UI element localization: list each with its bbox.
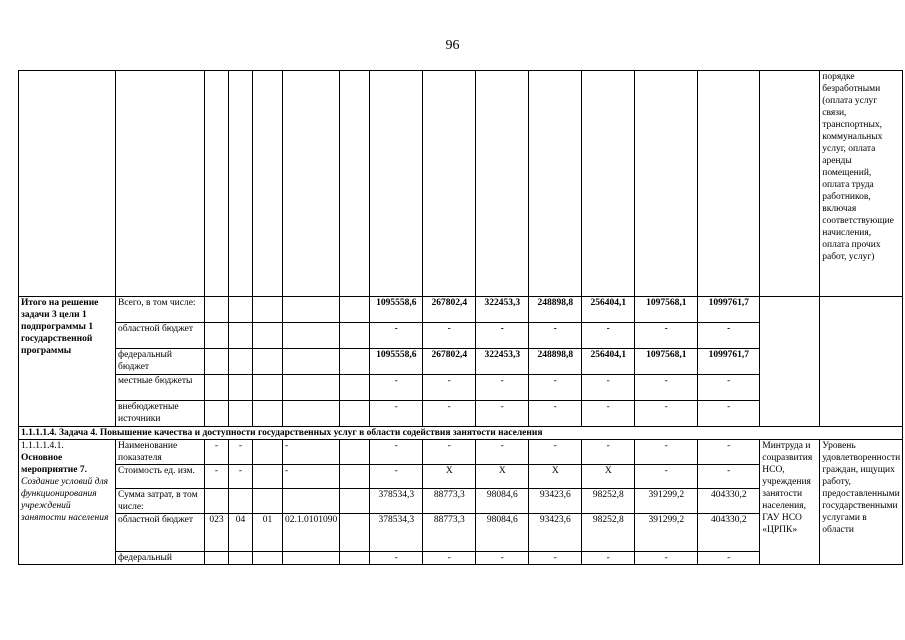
value-cell: 1097568,1 [635,297,698,323]
value-cell: - [582,375,635,401]
value-cell: 378534,3 [370,514,423,552]
total-row [19,297,903,323]
code-pr [253,465,283,489]
code-csr: - [283,440,340,465]
code-cell [283,375,340,401]
value-cell: 98084,6 [476,514,529,552]
code-csr [283,489,340,514]
value-cell: 322453,3 [476,297,529,323]
value-cell: 267802,4 [423,349,476,375]
code-cell [205,349,229,375]
value-cell: 391299,2 [635,489,698,514]
code-csr: 02.1.0101090 [283,514,340,552]
code-cell [229,297,253,323]
code-cell [283,297,340,323]
row-label: областной бюджет [116,323,205,349]
value-cell: - [635,375,698,401]
value-cell: - [476,552,529,565]
code-cell [253,297,283,323]
code-cell [253,323,283,349]
code-cell [340,349,370,375]
value-cell: 248898,8 [529,349,582,375]
value-cell: - [423,552,476,565]
row-label: Наименование показателя [116,440,205,465]
top-continuation-row [19,71,903,297]
code-cell [205,297,229,323]
value-cell: - [582,552,635,565]
result-cell: Уровень удовлетворенности граждан, ищущих работу, предоставленными государственными услугами в области [820,440,903,565]
code-cell [340,297,370,323]
value-cell: - [635,323,698,349]
value-cell: - [370,465,423,489]
row-label: Сумма затрат, в том числе: [116,489,205,514]
code-csr [283,552,340,565]
code-cell [229,349,253,375]
value-cell: 248898,8 [529,297,582,323]
row-label: местные бюджеты [116,375,205,401]
row-label: внебюджетные источники [116,401,205,427]
value-cell: - [635,465,698,489]
code-cell [283,401,340,427]
value-cell: - [476,323,529,349]
code-pr: 01 [253,514,283,552]
value-cell: X [423,465,476,489]
event-title: Основное мероприятие 7. [21,453,87,475]
value-cell: - [476,440,529,465]
task-header: 1.1.1.1.4. Задача 4. Повышение качества и доступности государственных услуг в области содействия занятости населения [19,427,903,440]
executor-cell [760,297,820,427]
value-cell: - [582,440,635,465]
value-cell: - [698,552,760,565]
value-cell: 1095558,6 [370,297,423,323]
code-cell [229,323,253,349]
value-cell: 1099761,7 [698,349,760,375]
result-cell [820,297,903,427]
value-cell: 1095558,6 [370,349,423,375]
top-note: порядке безработными (оплата услуг связи, транспортных, коммунальных услуг, оплата аренды помещений, оплата труда работников, включая соответствующие начисления, оплата прочих работ, услуг) [820,71,903,297]
value-cell: - [370,375,423,401]
value-cell: 256404,1 [582,349,635,375]
code-cell [340,375,370,401]
code-vr [340,489,370,514]
code-pr [253,552,283,565]
value-cell: - [698,440,760,465]
code-rz: 04 [229,514,253,552]
value-cell: - [370,552,423,565]
value-cell: 404330,2 [698,514,760,552]
value-cell: 267802,4 [423,297,476,323]
code-grbs: - [205,465,229,489]
code-pr [253,440,283,465]
code-cell [229,401,253,427]
value-cell: 98252,8 [582,489,635,514]
row-label: федеральный бюджет [116,349,205,375]
value-cell: - [370,323,423,349]
value-cell: 404330,2 [698,489,760,514]
value-cell: X [476,465,529,489]
value-cell: 93423,6 [529,514,582,552]
value-cell: - [370,401,423,427]
value-cell: - [635,401,698,427]
row-label: Стоимость ед. изм. [116,465,205,489]
value-cell: - [698,465,760,489]
code-rz [229,552,253,565]
value-cell: 93423,6 [529,489,582,514]
value-cell: 98084,6 [476,489,529,514]
value-cell: - [635,552,698,565]
code-cell [283,349,340,375]
value-cell: - [423,375,476,401]
value-cell: - [423,401,476,427]
code-rz [229,489,253,514]
value-cell: 391299,2 [635,514,698,552]
event-name-cell [19,440,116,565]
code-pr [253,489,283,514]
value-cell: - [423,440,476,465]
value-cell: 378534,3 [370,489,423,514]
value-cell: 88773,3 [423,514,476,552]
code-grbs [205,489,229,514]
code-cell [229,375,253,401]
code-rz: - [229,465,253,489]
value-cell: X [529,465,582,489]
value-cell: X [582,465,635,489]
row-label: Всего, в том числе: [116,297,205,323]
code-cell [253,349,283,375]
event-description: Создание условий для функционирования учреждений занятости населения [21,477,109,523]
value-cell: 1099761,7 [698,297,760,323]
executor-cell: Минтруда и соцразвития НСО, учреждения занятости населения, ГАУ НСО «ЦРПК» [760,440,820,565]
code-cell [253,401,283,427]
value-cell: - [529,375,582,401]
value-cell: - [698,401,760,427]
value-cell: - [582,401,635,427]
value-cell: - [423,323,476,349]
value-cell: - [635,440,698,465]
code-grbs: - [205,440,229,465]
row-label: федеральный [116,552,205,565]
code-cell [205,375,229,401]
value-cell: - [370,440,423,465]
value-cell: - [698,375,760,401]
code-cell [205,401,229,427]
value-cell: - [698,323,760,349]
value-cell: - [529,323,582,349]
value-cell: 98252,8 [582,514,635,552]
code-cell [340,323,370,349]
task-header-row [19,427,903,440]
event-number: 1.1.1.1.4.1. [21,441,64,451]
total-title: Итого на решение задачи 3 цели 1 подпрограммы 1 государственной программы [19,297,116,427]
value-cell: 1097568,1 [635,349,698,375]
code-vr [340,552,370,565]
value-cell: 88773,3 [423,489,476,514]
code-grbs [205,552,229,565]
value-cell: - [529,401,582,427]
code-vr [340,465,370,489]
code-cell [205,323,229,349]
event-row [19,440,903,465]
value-cell: - [529,440,582,465]
page-number: 96 [445,38,460,53]
code-grbs: 023 [205,514,229,552]
code-rz: - [229,440,253,465]
code-cell [340,401,370,427]
value-cell: 256404,1 [582,297,635,323]
row-label: областной бюджет [116,514,205,552]
value-cell: - [529,552,582,565]
code-cell [283,323,340,349]
value-cell: - [582,323,635,349]
code-cell [253,375,283,401]
code-csr: - [283,465,340,489]
budget-table [18,70,903,565]
code-vr [340,514,370,552]
code-vr [340,440,370,465]
value-cell: - [476,375,529,401]
value-cell: 322453,3 [476,349,529,375]
value-cell: - [476,401,529,427]
